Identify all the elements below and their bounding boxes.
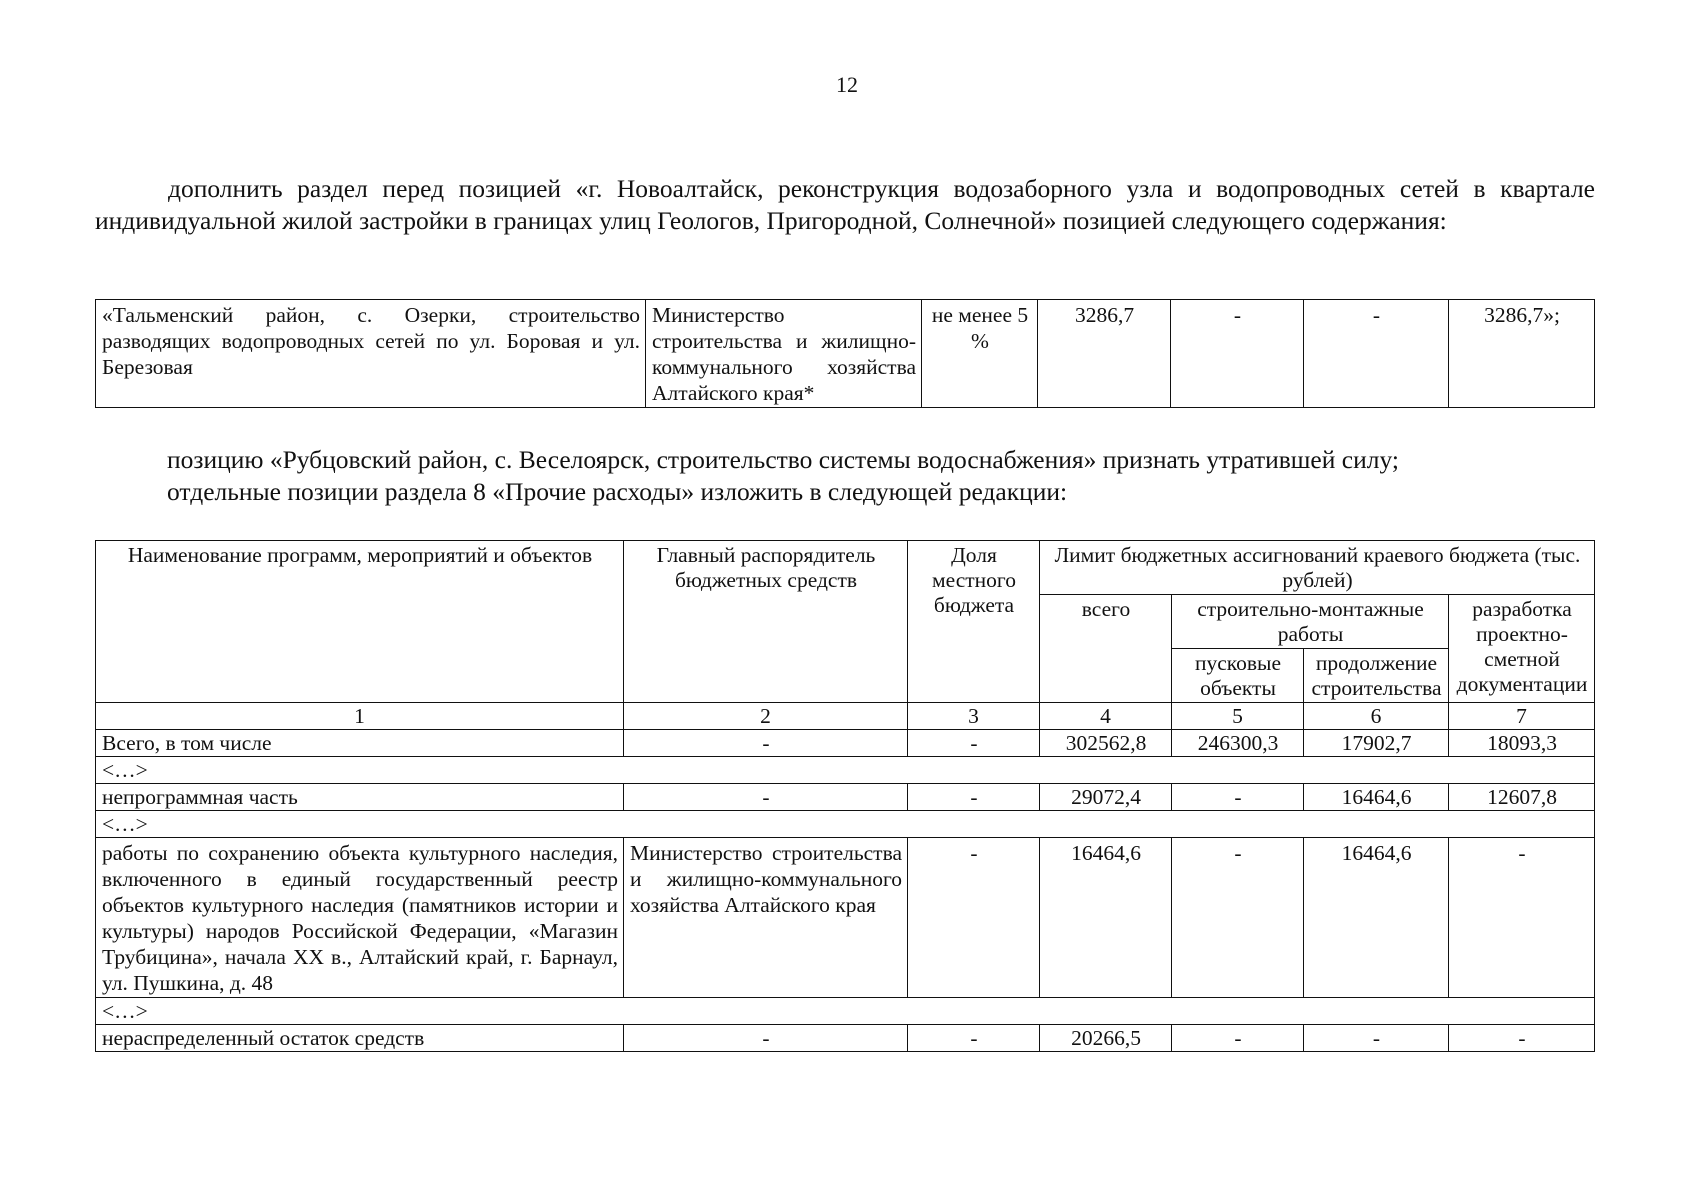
table-row [96, 730, 1595, 757]
position-launch: - [1171, 300, 1304, 408]
column-number: 3 [908, 703, 1040, 730]
position-name: «Тальменский район, с. Озерки, строительство разводящих водопроводных сетей по ул. Боровая и ул. Березовая [96, 300, 646, 408]
intro-text: дополнить раздел перед позицией «г. Новоалтайск, реконструкция водозаборного узла и водопроводных сетей в квартале индивидуальной жилой застройки в границах улиц Геологов, Пригородной, Солнечной» позицией следующего содержания: [95, 174, 1595, 235]
header-design: разработка проектно-сметной документации [1449, 595, 1595, 703]
row-continuation: 16464,6 [1304, 838, 1449, 998]
row-total: 20266,5 [1040, 1025, 1172, 1052]
column-number: 2 [624, 703, 908, 730]
ellipsis-row [96, 757, 1595, 784]
row-design: - [1449, 1025, 1595, 1052]
header-total: всего [1040, 595, 1172, 703]
ellipsis: <…> [96, 757, 1595, 784]
row-share: - [908, 1025, 1040, 1052]
header-limit: Лимит бюджетных ассигнований краевого бюджета (тыс. рублей) [1040, 541, 1595, 595]
row-continuation: 16464,6 [1304, 784, 1449, 811]
header-share: Доля местного бюджета [908, 541, 1040, 703]
column-number: 5 [1172, 703, 1304, 730]
row-design: - [1449, 838, 1595, 998]
row-share: - [908, 730, 1040, 757]
row-design: 12607,8 [1449, 784, 1595, 811]
position-continuation: - [1304, 300, 1449, 408]
ellipsis: <…> [96, 998, 1595, 1025]
row-manager: - [624, 1025, 908, 1052]
row-name: Всего, в том числе [96, 730, 624, 757]
position-share: не менее 5 % [922, 300, 1038, 408]
middle-paragraph [167, 444, 1597, 508]
row-name: нераспределенный остаток средств [96, 1025, 624, 1052]
row-launch: - [1172, 784, 1304, 811]
table-row [96, 838, 1595, 998]
position-design: 3286,7»; [1449, 300, 1595, 408]
column-number: 1 [96, 703, 624, 730]
header-row [96, 541, 1595, 595]
ellipsis: <…> [96, 811, 1595, 838]
middle-text-2: отдельные позиции раздела 8 «Прочие расходы» изложить в следующей редакции: [167, 477, 1068, 506]
header-name: Наименование программ, мероприятий и объектов [96, 541, 624, 703]
row-share: - [908, 784, 1040, 811]
insert-position-table [95, 299, 1595, 408]
row-share: - [908, 838, 1040, 998]
row-name: работы по сохранению объекта культурного наследия, включенного в единый государственный реестр объектов культурного наследия (памятников истории и культуры) народов Российской Федерации, «Магазин Трубицина», начала XX в., Алтайский край, г. Барнаул, ул. Пушкина, д. 48 [96, 838, 624, 998]
row-manager: - [624, 730, 908, 757]
column-number: 6 [1304, 703, 1449, 730]
column-number: 7 [1449, 703, 1595, 730]
header-launch: пусковые объекты [1172, 649, 1304, 703]
row-name: непрограммная часть [96, 784, 624, 811]
header-continuation: продолжение строительства [1304, 649, 1449, 703]
page-number: 12 [836, 72, 858, 97]
header-manager: Главный распорядитель бюджетных средств [624, 541, 908, 703]
row-total: 16464,6 [1040, 838, 1172, 998]
expenses-table [95, 540, 1595, 1052]
header-construction: строительно-монтажные работы [1172, 595, 1449, 649]
row-continuation: - [1304, 1025, 1449, 1052]
row-launch: 246300,3 [1172, 730, 1304, 757]
table-row [96, 784, 1595, 811]
position-manager: Министерство строительства и жилищно-коммунального хозяйства Алтайского края* [646, 300, 922, 408]
row-launch: - [1172, 838, 1304, 998]
row-total: 302562,8 [1040, 730, 1172, 757]
row-manager: Министерство строительства и жилищно-коммунального хозяйства Алтайского края [624, 838, 908, 998]
row-manager: - [624, 784, 908, 811]
column-number-row [96, 703, 1595, 730]
middle-text-1: позицию «Рубцовский район, с. Веселоярск, строительство системы водоснабжения» признать утратившей силу; [167, 445, 1399, 474]
row-launch: - [1172, 1025, 1304, 1052]
row-design: 18093,3 [1449, 730, 1595, 757]
table-row [96, 1025, 1595, 1052]
row-total: 29072,4 [1040, 784, 1172, 811]
column-number: 4 [1040, 703, 1172, 730]
ellipsis-row [96, 811, 1595, 838]
position-total: 3286,7 [1038, 300, 1171, 408]
intro-paragraph [95, 173, 1595, 237]
row-continuation: 17902,7 [1304, 730, 1449, 757]
table-row [96, 300, 1595, 408]
ellipsis-row [96, 998, 1595, 1025]
